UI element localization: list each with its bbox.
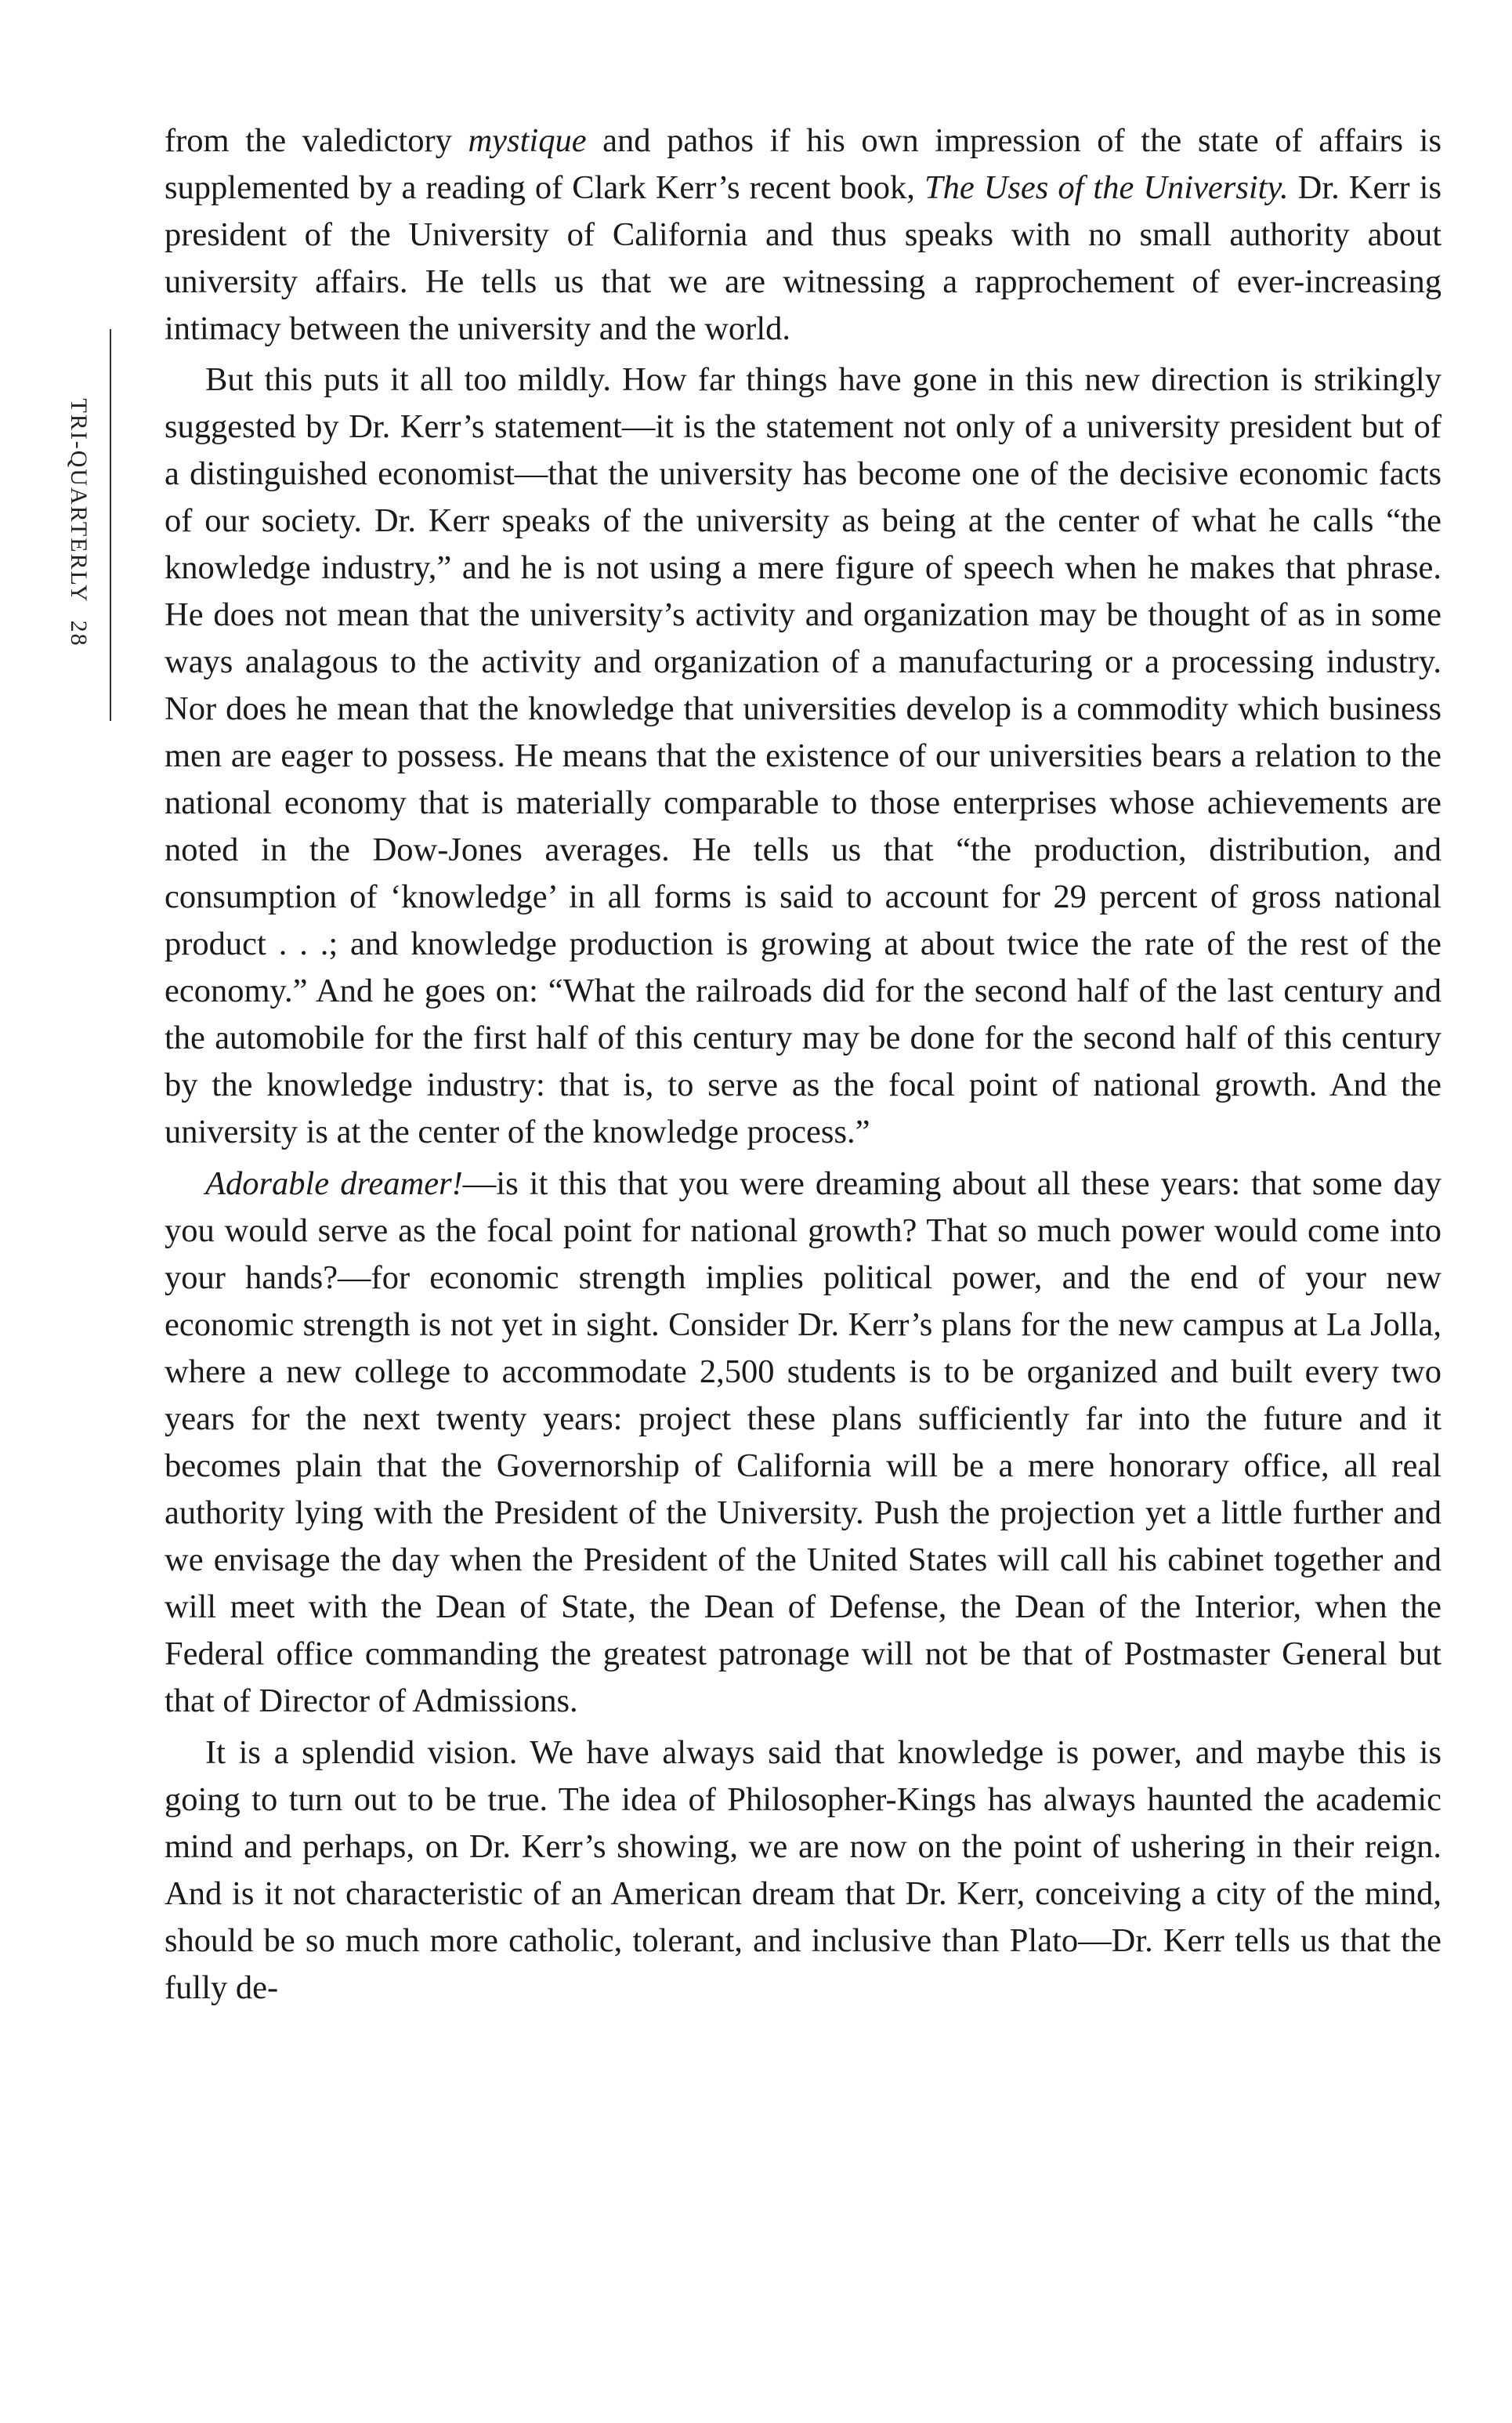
- text-segment-italic: mystique: [468, 122, 587, 159]
- body-text: [165, 118, 1441, 2012]
- journal-title: TRI-QUARTERLY: [66, 398, 92, 603]
- paragraph-1: [165, 118, 1441, 353]
- running-head: [47, 360, 94, 682]
- text-segment-italic: Adorable dreamer!: [205, 1165, 463, 1202]
- text-segment: It is a splendid vision. We have always said that knowledge is power, and maybe this is going to turn out to be true. The idea of Philosopher-Kings has always haunted the academic mind and perhaps, on Dr. Kerr’s showing, we are now on the point of ushering in their reign. And is it not characteristic of an American dream that Dr. Kerr, conceiving a city of the mind, should be so much more catholic, tolerant, and inclusive than Plato—Dr. Kerr tells us that the fully de-: [165, 1734, 1441, 2006]
- paragraph-3: [165, 1161, 1441, 1725]
- running-head-rule: [110, 329, 111, 721]
- page-number: 28: [66, 620, 92, 647]
- paragraph-4: [165, 1729, 1441, 2012]
- text-segment: and pathos if his own impression of the state of affairs is supplemented by a reading of Clark Kerr’s recent book,: [165, 122, 1441, 206]
- text-segment: But this puts it all too mildly. How far things have gone in this new direction is strikingly suggested by Dr. Kerr’s statement—it is the statement not only of a university president but of a distinguished economist—that the university has become one of the decisive economic facts of our society. Dr. Kerr speaks of the university as being at the center of what he calls “the knowledge industry,” and he is not using a mere figure of speech when he makes that phrase. He does not mean that the university’s activity and organization may be thought of as in some ways analagous to the activity and organization of a manufacturing or a processing industry. Nor does he mean that the knowledge that universities develop is a commodity which business men are eager to possess. He means that the existence of our universities bears a relation to the national economy that is materially comparable to those enterprises whose achievements are noted in the Dow-Jones averages. He tells us that “the production, distribution, and consumption of ‘knowledge’ in all forms is said to account for 29 percent of gross national product . . .; and knowledge production is growing at about twice the rate of the rest of the economy.” And he goes on: “What the railroads did for the second half of the last century and the automobile for the first half of this century may be done for the second half of this century by the knowledge industry: that is, to serve as the focal point of national growth. And the university is at the center of the knowledge process.”: [165, 361, 1441, 1150]
- running-head-label: [65, 358, 92, 687]
- book-title: The Uses of the University.: [924, 169, 1289, 206]
- text-segment: Dr. Kerr is president of the University of California and thus speaks with no small authority about university affairs. He tells us that we are witnessing a rapprochement of ever-increasing intimacy between the university and the world.: [165, 169, 1441, 347]
- paragraph-2: [165, 357, 1441, 1156]
- text-segment: —is it this that you were dreaming about all these years: that some day you would serve as the focal point for national growth? That so much power would come into your hands?—for economic strength implies political power, and the end of your new economic strength is not yet in sight. Consider Dr. Kerr’s plans for the new campus at La Jolla, where a new college to accommodate 2,500 students is to be organized and built every two years for the next twenty years: project these plans sufficiently far into the future and it becomes plain that the Governorship of California will be a mere honorary office, all real authority lying with the President of the University. Push the projection yet a little further and we envisage the day when the President of the United States will call his cabinet together and will meet with the Dean of State, the Dean of Defense, the Dean of the Interior, when the Federal office commanding the greatest patronage will not be that of Postmaster General but that of Director of Admissions.: [165, 1165, 1442, 1719]
- text-segment: from the valedictory: [165, 122, 468, 159]
